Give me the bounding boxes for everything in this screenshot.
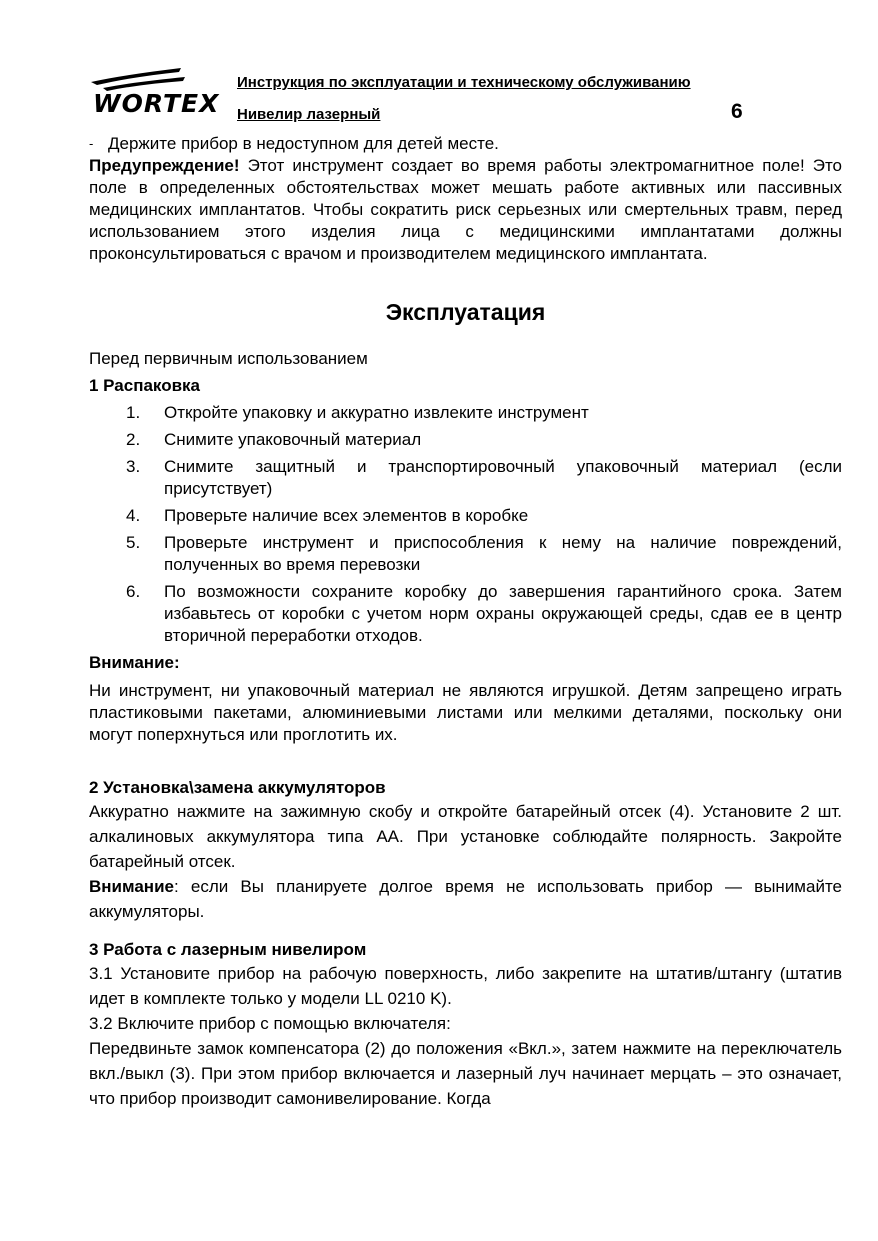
before-use-text: Перед первичным использованием	[89, 349, 368, 368]
list-item-text: Проверьте инструмент и приспособления к нему на наличие повреждений, полученных во время перевозки	[164, 533, 842, 574]
list-item	[89, 402, 842, 424]
warning-text: Этот инструмент создает во время работы электромагнитное поле! Это поле в определенных обстоятельствах может мешать работе активных или пассивных медицинских имплантатов. Чтобы сократить риск серьезных или смертельных травм, перед использованием этого изделия лица с медицинскими имплантатами должны проконсультироваться с врачом и производителем медицинского имплантата.	[89, 156, 842, 263]
laser-paragraph-3: Передвиньте замок компенсатора (2) до положения «Вкл.», затем нажмите на переключатель вкл./выкл (3). При этом прибор включается и лазерный луч начинает мерцать – это означает, что прибор производит самонивелирование. Когда	[89, 1039, 842, 1108]
list-item-text: Снимите защитный и транспортировочный упаковочный материал (если присутствует)	[164, 457, 842, 498]
document-body	[89, 133, 842, 1111]
header-subtitle: Нивелир лазерный	[237, 106, 381, 123]
list-item	[89, 581, 842, 647]
list-item-number: 6.	[126, 582, 141, 601]
page-number: 6	[731, 100, 743, 123]
list-item	[89, 456, 842, 500]
list-item-number: 4.	[126, 506, 141, 525]
list-item-text: Проверьте наличие всех элементов в коробке	[164, 506, 529, 525]
bullet-text: Держите прибор в недоступном для детей месте.	[108, 134, 499, 153]
list-item	[89, 505, 842, 527]
wortex-logo	[89, 66, 221, 118]
laser-paragraph-2: 3.2 Включите прибор с помощью включателя:	[89, 1014, 451, 1033]
list-item-number: 3.	[126, 457, 141, 476]
list-item-text: Снимите упаковочный материал	[164, 430, 422, 449]
list-item-number: 5.	[126, 533, 141, 552]
list-item	[89, 429, 842, 451]
laser-heading: 3 Работа с лазерным нивелиром	[89, 940, 367, 959]
header-title: Инструкция по эксплуатации и техническому обслуживанию	[237, 74, 691, 91]
svg-text:WORTEX: WORTEX	[93, 89, 220, 118]
attention-text: Ни инструмент, ни упаковочный материал не являются игрушкой. Детям запрещено играть пластиковыми пакетами, алюминиевыми листами или мелкими деталями, поскольку они могут поперхнуться или проглотить их.	[89, 681, 842, 744]
section-title: Эксплуатация	[385, 299, 546, 325]
warning-paragraph	[89, 155, 842, 265]
bullet-dash: -	[89, 136, 94, 151]
list-item-text: Откройте упаковку и аккуратно извлеките инструмент	[164, 403, 589, 422]
attention-heading: Внимание:	[89, 653, 180, 672]
list-item	[89, 532, 842, 576]
battery-heading: 2 Установка\замена аккумуляторов	[89, 778, 386, 797]
battery-note-text: : если Вы планируете долгое время не использовать прибор — вынимайте аккумуляторы.	[89, 877, 842, 921]
list-item-number: 2.	[126, 430, 141, 449]
battery-note-label: Внимание	[89, 877, 174, 896]
laser-paragraph-1: 3.1 Установите прибор на рабочую поверхность, либо закрепите на штатив/штангу (штатив идет в комплекте только у модели LL 0210 K).	[89, 964, 842, 1008]
battery-text: Аккуратно нажмите на зажимную скобу и откройте батарейный отсек (4). Установите 2 шт. алкалиновых аккумулятора типа АА. При установке соблюдайте полярность. Закройте батарейный отсек.	[89, 802, 842, 871]
bullet-line	[89, 133, 842, 155]
battery-note	[89, 874, 842, 924]
unpack-steps-list	[89, 402, 842, 647]
warning-label: Предупреждение!	[89, 156, 240, 175]
unpack-heading: 1 Распаковка	[89, 376, 201, 395]
list-item-number: 1.	[126, 403, 141, 422]
list-item-text: По возможности сохраните коробку до завершения гарантийного срока. Затем избавьтесь от коробки с учетом норм охраны окружающей среды, сдав ее в центр вторичной переработки отходов.	[164, 582, 842, 645]
